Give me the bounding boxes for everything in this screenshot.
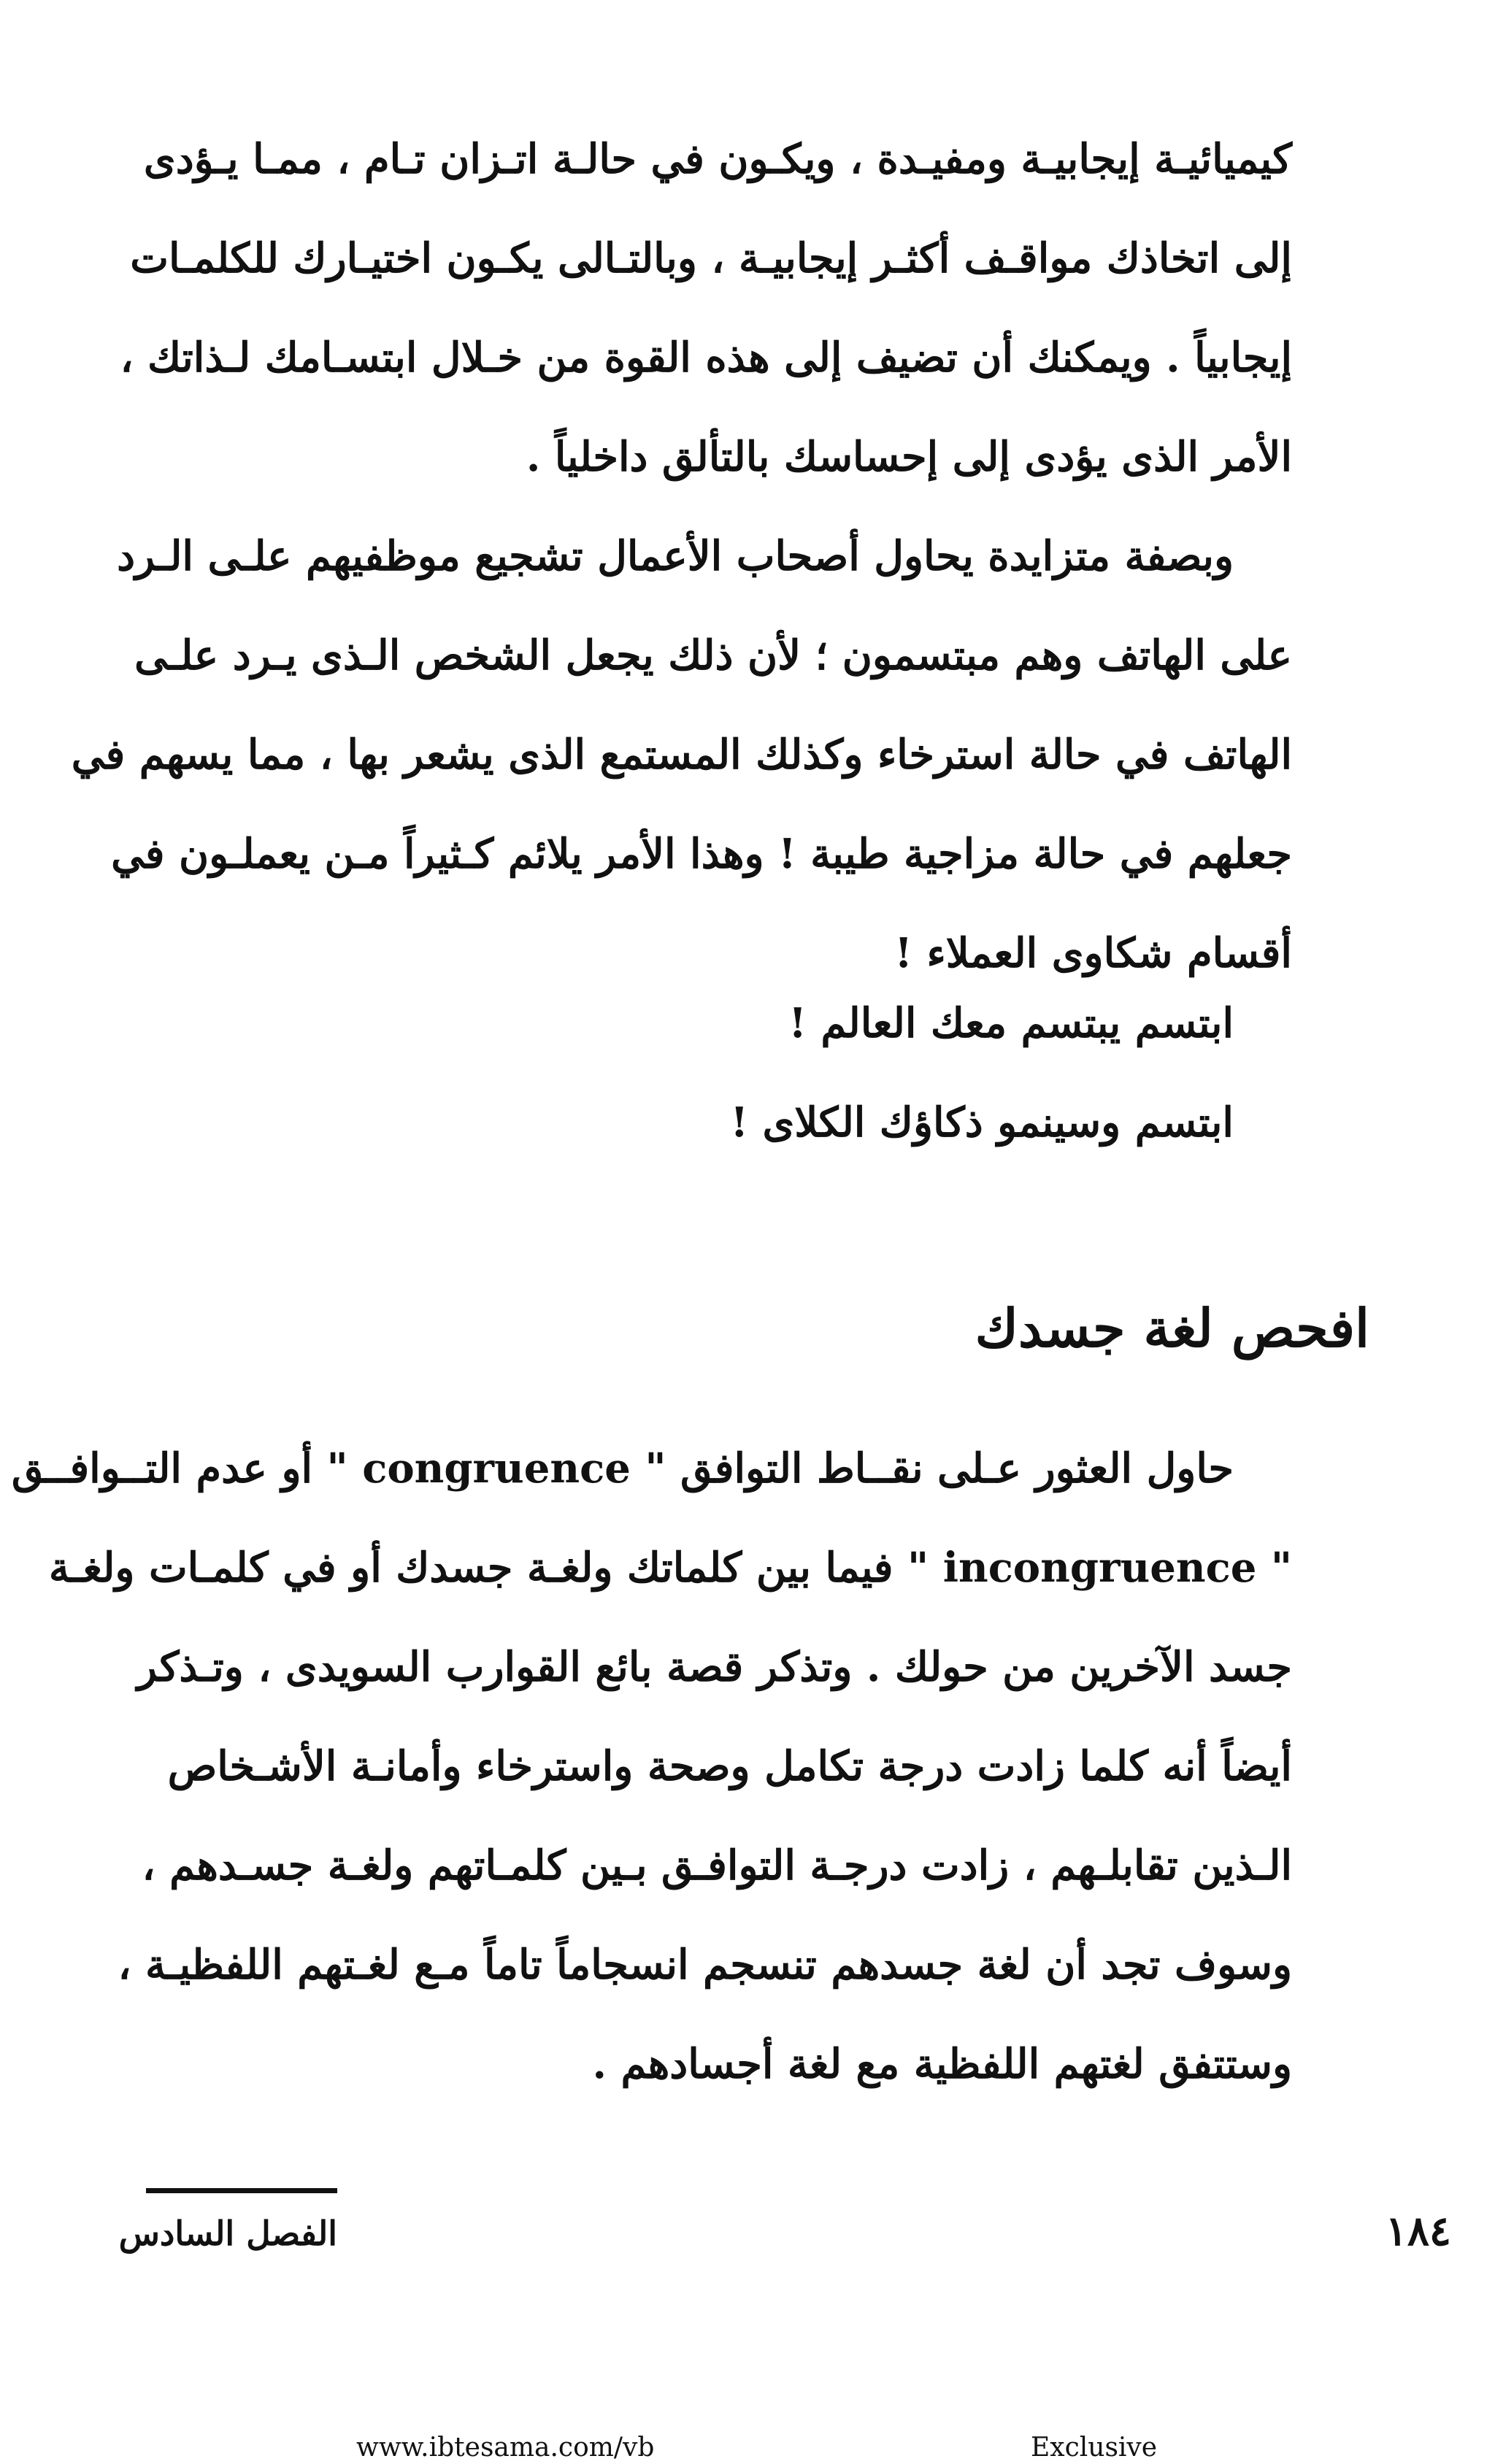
paragraph-line: جسد الآخرين من حولك . وتذكر قصة بائع القوارب السويدى ، وتـذكر [137, 1643, 1292, 1691]
paragraph-1 [120, 109, 1292, 507]
section-heading: افحص لغة جسدك [975, 1297, 1369, 1359]
exclusive-label: Exclusive [1031, 2433, 1158, 2463]
paragraph-line: وستتفق لغتهم اللفظية مع لغة أجسادهم . [592, 2040, 1292, 2088]
paragraph-line: جعلهم في حالة مزاجية طيبة ! وهذا الأمر يلائم كـثيراً مـن يعملـون في [111, 830, 1292, 878]
paragraph-line: على الهاتف وهم مبتسمون ؛ لأن ذلك يجعل الشخص الـذى يـرد علـى [134, 631, 1292, 679]
paragraph-line: إلى اتخاذك مواقـف أكثـر إيجابيـة ، وبالتـالى يكـون اختيـارك للكلمـات [130, 234, 1292, 282]
paragraph-3 [11, 1419, 1292, 2114]
footer-divider [146, 2188, 337, 2193]
paragraph-2 [71, 507, 1292, 1003]
paragraph-line: أيضاً أنه كلما زادت درجة تكامل وصحة واسترخاء وأمانـة الأشـخاص [167, 1742, 1292, 1790]
quote-block [146, 974, 1292, 1172]
paragraph-line: الهاتف في حالة استرخاء وكذلك المستمع الذى يشعر بها ، مما يسهم في [71, 731, 1292, 779]
paragraph-line: أقسام شكاوى العملاء ! [894, 929, 1292, 977]
paragraph-line: إيجابياً . ويمكنك أن تضيف إلى هذه القوة من خـلال ابتسـامك لـذاتك ، [120, 334, 1292, 382]
paragraph-line: وسوف تجد أن لغة جسدهم تنسجم انسجاماً تاماً مـع لغـتهم اللفظيـة ، [118, 1941, 1292, 1989]
source-url: www.ibtesama.com/vb [356, 2433, 655, 2463]
quote-line: ابتسم يبتسم معك العالم ! [788, 999, 1234, 1047]
paragraph-line: كيميائيـة إيجابيـة ومفيـدة ، ويكـون في حالـة اتـزان تـام ، ممـا يـؤدى [143, 135, 1292, 183]
page-number: ١٨٤ [1385, 2207, 1451, 2255]
paragraph-line: الـذين تقابلـهم ، زادت درجـة التوافـق بـين كلمـاتهم ولغـة جسـدهم ، [142, 1841, 1292, 1890]
paragraph-line: حاول العثور عـلى نقــاط التوافق " congruence " أو عدم التــوافــق [11, 1444, 1234, 1493]
paragraph-line: وبصفة متزايدة يحاول أصحاب الأعمال تشجيع موظفيهم علـى الـرد [117, 532, 1234, 580]
quote-line: ابتسم وسينمو ذكاؤك الكلاى ! [730, 1098, 1234, 1147]
paragraph-line: " incongruence " فيما بين كلماتك ولغـة جسدك أو في كلمـات ولغـة [48, 1544, 1292, 1592]
footer-chapter-title: الفصل السادس [118, 2214, 337, 2253]
paragraph-line: الأمر الذى يؤدى إلى إحساسك بالتألق داخلياً . [526, 433, 1292, 481]
